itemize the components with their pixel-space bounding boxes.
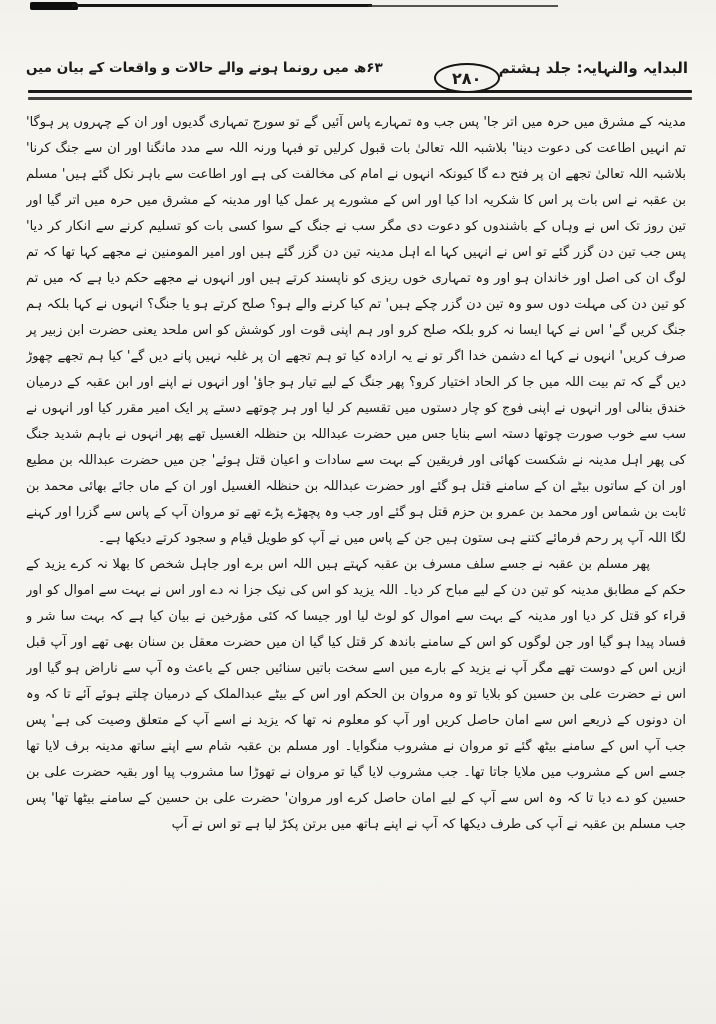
scan-artifact-line-faint: [368, 5, 558, 7]
page-number: ۲۸۰: [452, 68, 482, 88]
page-number-badge: [434, 63, 500, 93]
paragraph: پھر مسلم بن عقبہ نے جسے سلف مسرف بن عقبہ کہتے ہیں اللہ اس برے اور جاہل شخص کا بھلا نہ کرے یزید کے حکم کے مطابق مدینہ کو تین دن کے لیے مباح کر دیا۔ اللہ یزید کو اس کی نیک جزا نہ دے اور اس نے بہت سے اموال کو اور قراء کو قتل کر دیا اور مدینہ کے بہت سے اموال کو لوٹ لیا اور جیسا کہ کئی مؤرخین نے بیان کیا ہے کہ بہت سا شر و فساد پیدا ہو گیا اور جن لوگوں کو اس کے سامنے باندھ کر قتل کیا گیا ان میں حضرت معقل بن سنان بھی تھے اور آپ قبل ازیں اس کے دوست تھے مگر آپ نے یزید کے بارے میں اسے سخت باتیں سنائیں جس کے باعث وہ آپ سے ناراض ہو گیا اور اس نے حضرت علی بن حسین کو بلایا تو وہ مروان بن الحکم اور اس کے بیٹے عبدالملک کے درمیان چلتے ہوئے آئے تا کہ وہ ان دونوں کے ذریعے اس سے امان حاصل کریں اور آپ کو معلوم نہ تھا کہ یزید نے اسے آپ کے متعلق وصیت کی ہے' پس جب آپ اس کے سامنے بیٹھ گئے تو مروان نے مشروب منگوایا۔ اور مسلم بن عقبہ شام سے اپنے ساتھ مدینہ برف لایا تھا جسے اس کے مشروب میں ملایا جاتا تھا۔ جب مشروب لایا گیا تو مروان نے تھوڑا سا مشروب پیا اور بقیہ حضرت علی بن حسین کو دے دیا تا کہ وہ اس سے آپ کے لیے امان حاصل کرے اور مروان' حضرت علی بن حسین کے سامنے بیٹھا تھا' پس جب مسلم بن عقبہ نے آپ کی طرف دیکھا کہ آپ نے اپنے ہاتھ میں برتن پکڑ لیا ہے تو اس نے آپ: [26, 557, 686, 832]
scan-artifact-blob: [30, 2, 78, 10]
header-rule-bottom: [28, 97, 692, 100]
paragraph: مدینہ کے مشرق میں حرہ میں اتر جا' پس جب وہ تمہارے پاس آئیں گے تو سورج تمہاری گدیوں اور ان کے چہروں پر ہوگا' تم انہیں اطاعت کی دعوت دینا' بلاشبہ اللہ تعالیٰ بات قبول کرلیں تو فبہا ورنہ اللہ سے مدد مانگنا اور ان سے جنگ کرنا' بلاشبہ اللہ تعالیٰ تجھے ان پر فتح دے گا کیونکہ انہوں نے امام کی مخالفت کی ہے اور اطاعت سے باہر نکل گئے ہیں' مسلم بن عقبہ نے اس بات پر اس کا شکریہ ادا کیا اور اس کے مشورے پر عمل کیا اور مدینہ کے مشرق میں حرہ میں اتر گیا اور تین روز تک اس نے وہاں کے باشندوں کو دعوت دی مگر سب نے جنگ کے سوا کسی بات کو تسلیم کرنے سے انکار کر دیا' پس جب تین دن گزر گئے تو اس نے انہیں کہا اے اہل مدینہ تین دن گزر گئے ہیں اور امیر المومنین نے مجھے کہا تھا کہ تم لوگ ان کی اصل اور خاندان ہو اور وہ تمہاری خوں ریزی کو ناپسند کرتے ہیں اور انہوں نے مجھے حکم دیا ہے کہ میں تم کو تین دن کی مہلت دوں سو وہ تین دن گزر چکے ہیں' تم کیا کرنے والے ہو؟ صلح کرتے ہو یا جنگ؟ انہوں نے کہا بلکہ ہم جنگ کریں گے' اس نے کہا ایسا نہ کرو بلکہ صلح کرو اور ہم اپنی قوت اور کوشش کو اس ملحد یعنی حضرت ابن زبیر پر صرف کریں' انہوں نے کہا اے دشمن خدا اگر تو نے یہ ارادہ کیا تو ہم تجھے ان پر غلبہ نہیں پانے دیں گے' کیا ہم تجھے چھوڑ دیں گے کہ تم بیت اللہ میں جا کر الحاد اختیار کرو؟ پھر جنگ کے لیے تیار ہو جاؤ' اور انہوں نے اپنے اور ابن عقبہ کے درمیان خندق بنالی اور انہوں نے اپنی فوج کو چار دستوں میں تقسیم کر لیا اور ہر چوتھے دستے پر ایک امیر مقرر کیا اور انہوں نے سب سے خوب صورت چوتھا دستہ اسے بنایا جس میں حضرت عبداللہ بن حنظلہ الغسیل تھے پھر انہوں نے باہم شدید جنگ کی پھر اہل مدینہ نے شکست کھائی اور فریقین کے بہت سے سادات و اعیان قتل ہوئے' جن میں حضرت عبداللہ بن مطیع اور ان کے ساتوں بیٹے ان کے سامنے قتل ہو گئے اور حضرت عبداللہ بن حنظلہ الغسیل اور ان کے ماں جائے بھائی محمد بن ثابت بن شماس اور محمد بن عمرو بن حزم قتل ہو گئے اور جب وہ پچھڑے پڑے تھے تو مروان آپ کے پاس سے گزرا اور کہنے لگا اللہ آپ پر رحم فرمائے کتنے ہی ستون ہیں جن کے پاس میں نے آپ کو طویل قیام و سجود کرتے دیکھا ہے۔: [26, 115, 686, 546]
header-rules: [28, 90, 692, 100]
page-header: [26, 48, 688, 88]
header-rule-top: [28, 90, 692, 93]
book-title: البدایہ والنہایہ: جلد ہشتم: [498, 59, 688, 77]
body-text: [26, 110, 686, 994]
scan-artifact-line: [72, 4, 372, 7]
chapter-title: ۶۳ھ میں رونما ہونے والے حالات و واقعات کے بیان میں: [26, 60, 383, 76]
